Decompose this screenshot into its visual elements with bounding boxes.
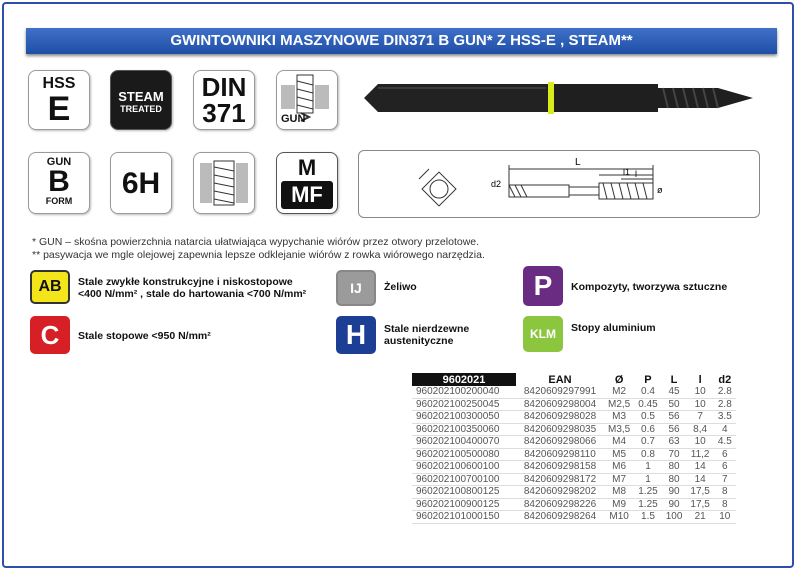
table-cell: 3.5 [714, 411, 736, 424]
table-cell: 0.45 [634, 398, 661, 411]
table-cell: 960202100800125 [412, 486, 516, 499]
table-row [412, 423, 736, 436]
yellow-ring [548, 82, 554, 114]
tolerance-6h-icon [110, 152, 172, 214]
table-cell: M7 [604, 473, 634, 486]
table-cell: 8420609298110 [516, 448, 604, 461]
table-cell: 90 [662, 498, 687, 511]
table-cell: 960202100200040 [412, 386, 516, 398]
table-cell: 80 [662, 461, 687, 474]
mf-label: MF [281, 181, 333, 209]
m-mf-thread-icon [276, 152, 338, 214]
col-pitch: P [634, 373, 661, 386]
table-cell: 10 [686, 386, 713, 398]
table-cell: M10 [604, 511, 634, 524]
table-cell: 11,2 [686, 448, 713, 461]
table-row [412, 498, 736, 511]
table-cell: 8420609297991 [516, 386, 604, 398]
dim-d2: d2 [491, 179, 502, 189]
material-c-text: Stale stopowe <950 N/mm² [78, 330, 211, 342]
hss-e-letter: E [47, 90, 71, 128]
material-ab-badge: AB [30, 270, 70, 304]
table-cell: 10 [686, 398, 713, 411]
table-cell: 56 [662, 423, 687, 436]
gun-b-top-label: GUN [46, 156, 72, 168]
table-row [412, 473, 736, 486]
table-cell: 0.5 [634, 411, 661, 424]
table-row [412, 511, 736, 524]
table-cell: 4.5 [714, 436, 736, 449]
table-row [412, 386, 736, 398]
table-header-row [412, 373, 736, 386]
table-cell: 100 [662, 511, 687, 524]
material-ab-text [78, 276, 306, 300]
table-row [412, 411, 736, 424]
table-cell: M3 [604, 411, 634, 424]
table-cell: 960202100700100 [412, 473, 516, 486]
material-ab-line2: <400 N/mm² , stale do hartowania <700 N/mm² [78, 288, 307, 300]
table-cell: 2.8 [714, 386, 736, 398]
table-cell: 7 [686, 411, 713, 424]
spec-table [412, 373, 736, 524]
table-cell: M8 [604, 486, 634, 499]
table-cell: 6 [714, 448, 736, 461]
table-cell: 8420609298172 [516, 473, 604, 486]
table-cell: M3,5 [604, 423, 634, 436]
table-cell: 8 [714, 498, 736, 511]
dim-d: ø [657, 185, 663, 195]
table-cell: 960202100400070 [412, 436, 516, 449]
table-cell: 8420609298202 [516, 486, 604, 499]
table-row [412, 436, 736, 449]
table-cell: 960202100300050 [412, 411, 516, 424]
tolerance-label: 6H [121, 167, 161, 200]
table-cell: 960202100600100 [412, 461, 516, 474]
table-cell: M2,5 [604, 398, 634, 411]
table-cell: 960202101000150 [412, 511, 516, 524]
table-cell: 8420609298066 [516, 436, 604, 449]
table-cell: 960202100500080 [412, 448, 516, 461]
dim-L: L [575, 157, 581, 168]
table-cell: 8420609298264 [516, 511, 604, 524]
dimension-diagram [358, 150, 760, 218]
page-title: GWINTOWNIKI MASZYNOWE DIN371 B GUN* Z HSS-E , STEAM** [26, 28, 777, 54]
col-diameter: Ø [604, 373, 634, 386]
table-cell: 4 [714, 423, 736, 436]
material-klm-badge: KLM [523, 316, 563, 352]
table-cell: 7 [714, 473, 736, 486]
table-cell: 1.25 [634, 486, 661, 499]
gun-b-letter: B [48, 165, 70, 198]
table-cell: 960202100350060 [412, 423, 516, 436]
dimension-drawing [359, 151, 759, 217]
din-number: 371 [202, 98, 246, 128]
table-cell: 10 [714, 511, 736, 524]
col-ean: EAN [516, 373, 604, 386]
table-cell: 56 [662, 411, 687, 424]
material-h-badge: H [336, 316, 376, 354]
material-klm-text: Stopy aluminium [571, 322, 656, 334]
material-h-text [384, 323, 469, 347]
table-cell: 8420609298035 [516, 423, 604, 436]
gun-geometry-icon [276, 70, 338, 130]
table-cell: M6 [604, 461, 634, 474]
table-cell: 1 [634, 461, 661, 474]
treated-label: TREATED [120, 104, 162, 114]
table-cell: 10 [686, 436, 713, 449]
table-row [412, 486, 736, 499]
table-cell: 14 [686, 473, 713, 486]
material-p-badge: P [523, 266, 563, 306]
table-cell: 960202100250045 [412, 398, 516, 411]
table-cell: 45 [662, 386, 687, 398]
col-thread-length: l [686, 373, 713, 386]
material-ij-text: Żeliwo [384, 281, 417, 293]
table-cell: 70 [662, 448, 687, 461]
table-cell: 1.25 [634, 498, 661, 511]
gun-b-form-label: FORM [45, 196, 73, 206]
gun-label: GUN [281, 113, 306, 125]
table-cell: 8420609298004 [516, 398, 604, 411]
table-cell: 1 [634, 473, 661, 486]
table-cell: M2 [604, 386, 634, 398]
table-cell: 8420609298226 [516, 498, 604, 511]
din371-icon [193, 70, 255, 130]
table-cell: 2.8 [714, 398, 736, 411]
table-cell: 0.8 [634, 448, 661, 461]
tap-tool-image [358, 68, 758, 128]
material-h-line2: austenityczne [384, 335, 454, 347]
table-cell: M5 [604, 448, 634, 461]
note-gun: * GUN – skośna powierzchnia natarcia ułatwiająca wypychanie wiórów przez otwory przelotowe. [32, 236, 480, 248]
hss-e-icon [28, 70, 90, 130]
steam-treated-icon [110, 70, 172, 130]
table-cell: 960202100900125 [412, 498, 516, 511]
table-cell: M4 [604, 436, 634, 449]
material-p-text: Kompozyty, tworzywa sztuczne [571, 281, 728, 293]
table-cell: 8 [714, 486, 736, 499]
table-cell: 8420609298158 [516, 461, 604, 474]
table-cell: 80 [662, 473, 687, 486]
table-cell: 8,4 [686, 423, 713, 436]
material-c-badge: C [30, 316, 70, 354]
col-article: 9602021 [412, 373, 516, 386]
table-cell: 14 [686, 461, 713, 474]
dim-l: l [635, 169, 637, 179]
dim-l1: l1 [623, 167, 631, 177]
table-cell: 6 [714, 461, 736, 474]
table-cell: M9 [604, 498, 634, 511]
table-cell: 1.5 [634, 511, 661, 524]
table-row [412, 461, 736, 474]
note-steam: ** pasywacja we mgle olejowej zapewnia lepsze odklejanie wiórów z rowka wiórowego narzędzia. [32, 249, 485, 261]
table-cell: 63 [662, 436, 687, 449]
table-cell: 17,5 [686, 486, 713, 499]
table-cell: 50 [662, 398, 687, 411]
col-length: L [662, 373, 687, 386]
table-cell: 17,5 [686, 498, 713, 511]
table-row [412, 398, 736, 411]
thread-profile-icon [193, 152, 255, 214]
material-ij-badge: IJ [336, 270, 376, 306]
hss-label: HSS [42, 75, 76, 92]
material-ab-line1: Stale zwykłe konstrukcyjne i niskostopowe [78, 276, 293, 288]
table-cell: 0.4 [634, 386, 661, 398]
table-cell: 8420609298028 [516, 411, 604, 424]
table-cell: 0.7 [634, 436, 661, 449]
table-cell: 21 [686, 511, 713, 524]
steam-label: STEAM [118, 89, 164, 104]
table-cell: 0.6 [634, 423, 661, 436]
material-h-line1: Stale nierdzewne [384, 323, 470, 335]
thread-drawing [194, 153, 254, 213]
gun-b-form-icon [28, 152, 90, 214]
m-label: M [297, 155, 317, 180]
table-row [412, 448, 736, 461]
table-cell: 90 [662, 486, 687, 499]
col-d2: d2 [714, 373, 736, 386]
din-label: DIN [201, 72, 247, 102]
